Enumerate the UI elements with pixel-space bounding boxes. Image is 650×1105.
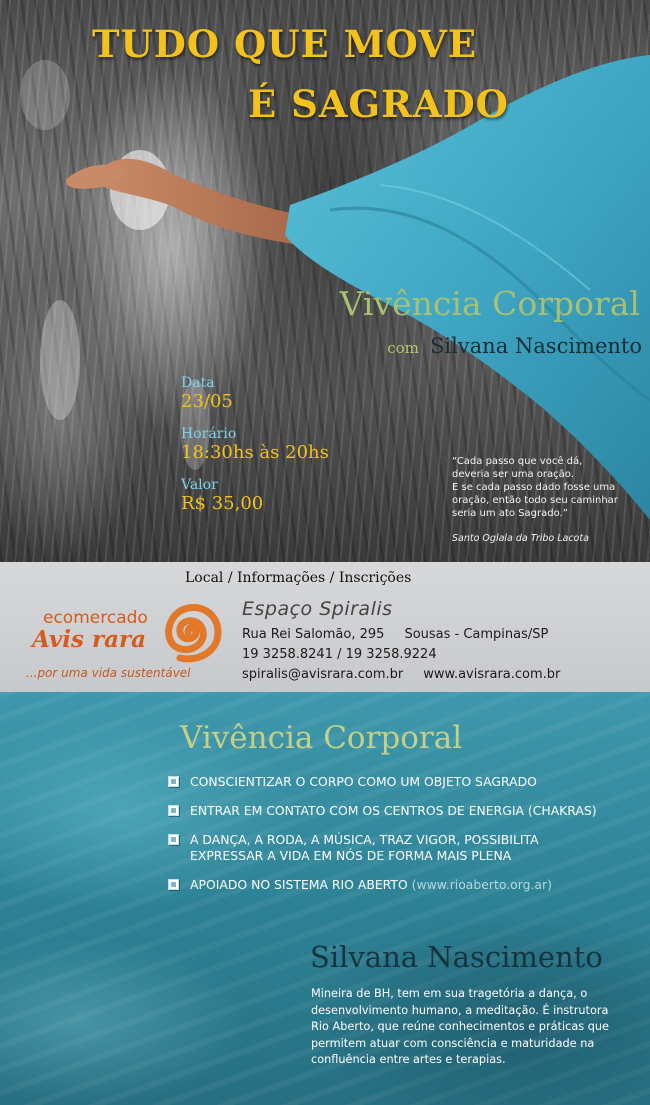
email-link[interactable]: spiralis@avisrara.com.br [242,667,404,682]
address: Rua Rei Salomão, 295 [242,627,385,642]
district: Sousas - Campinas/SP [404,627,549,642]
contact-line [242,665,560,685]
program-list [168,774,638,906]
address-line [242,625,560,645]
bullet-square-icon [168,776,179,787]
list-item-text: APOIADO NO SISTEMA RIO ABERTO [190,877,408,892]
quote-text: “Cada passo que você dá, deveria ser uma oração. E se cada passo dado fosse uma oração, então todo seu caminhar seria um ato Sagrado.” [452,456,618,519]
price-value: R$ 35,00 [181,493,264,514]
main-title-line-2: É SAGRADO [248,82,509,126]
website-link[interactable]: www.avisrara.com.br [423,667,561,682]
avis-rara-logo [8,594,228,689]
rio-aberto-link[interactable]: (www.rioaberto.org.ar) [411,877,552,892]
program-section [0,692,650,1105]
date-label: Data [181,375,215,391]
venue-name: Espaço Spiralis [242,598,393,620]
bullet-square-icon [168,834,179,845]
phones: 19 3258.8241 / 19 3258.9224 [242,647,437,662]
main-title-line-1: TUDO QUE MOVE [92,22,478,66]
logo-tagline: ...por uma vida sustentável [26,666,191,680]
price-label: Valor [181,477,218,493]
list-item [168,877,638,893]
quote-author: Santo Oglala da Tribo Lacota [452,533,589,544]
logo-top-text: ecomercado [43,608,148,628]
list-item-text: CONSCIENTIZAR O CORPO COMO UM OBJETO SAGRADO [190,774,537,789]
bullet-square-icon [168,805,179,816]
arm-shape [100,159,300,245]
time-label: Horário [181,426,237,442]
spiral-icon [148,596,226,666]
list-item [168,832,638,864]
event-details [181,375,329,528]
bullet-square-icon [168,879,179,890]
quote-block [452,455,647,545]
info-band [0,562,650,692]
list-item-text: ENTRAR EM CONTATO COM OS CENTROS DE ENERGIA (CHAKRAS) [190,803,597,818]
list-item [168,803,638,819]
list-item [168,774,638,790]
with-word: com [387,339,419,357]
date-value: 23/05 [181,391,233,412]
facilitator-name: Silvana Nascimento [429,334,642,358]
event-title: Vivência Corporal [339,284,640,323]
info-band-heading: Local / Informações / Inscrições [185,570,412,586]
facilitator-line [387,334,642,358]
bio-name: Silvana Nascimento [310,940,603,974]
list-item-text: A DANÇA, A RODA, A MÚSICA, TRAZ VIGOR, POSSIBILITA EXPRESSAR A VIDA EM NÓS DE FORMA MAIS PLENA [190,832,539,863]
program-title: Vivência Corporal [180,720,463,756]
logo-brand-text: Avis rara [32,626,147,653]
time-value: 18:30hs às 20hs [181,442,329,463]
venue-info [242,598,560,685]
bio-text: Mineira de BH, tem em sua tragetória a dança, o desenvolvimento humano, a meditação. É instrutora Rio Aberto, que reúne conhecimentos e práticas que permitem atuar com consciência e maturidade na confluência entre artes e terapias. [311,987,609,1066]
